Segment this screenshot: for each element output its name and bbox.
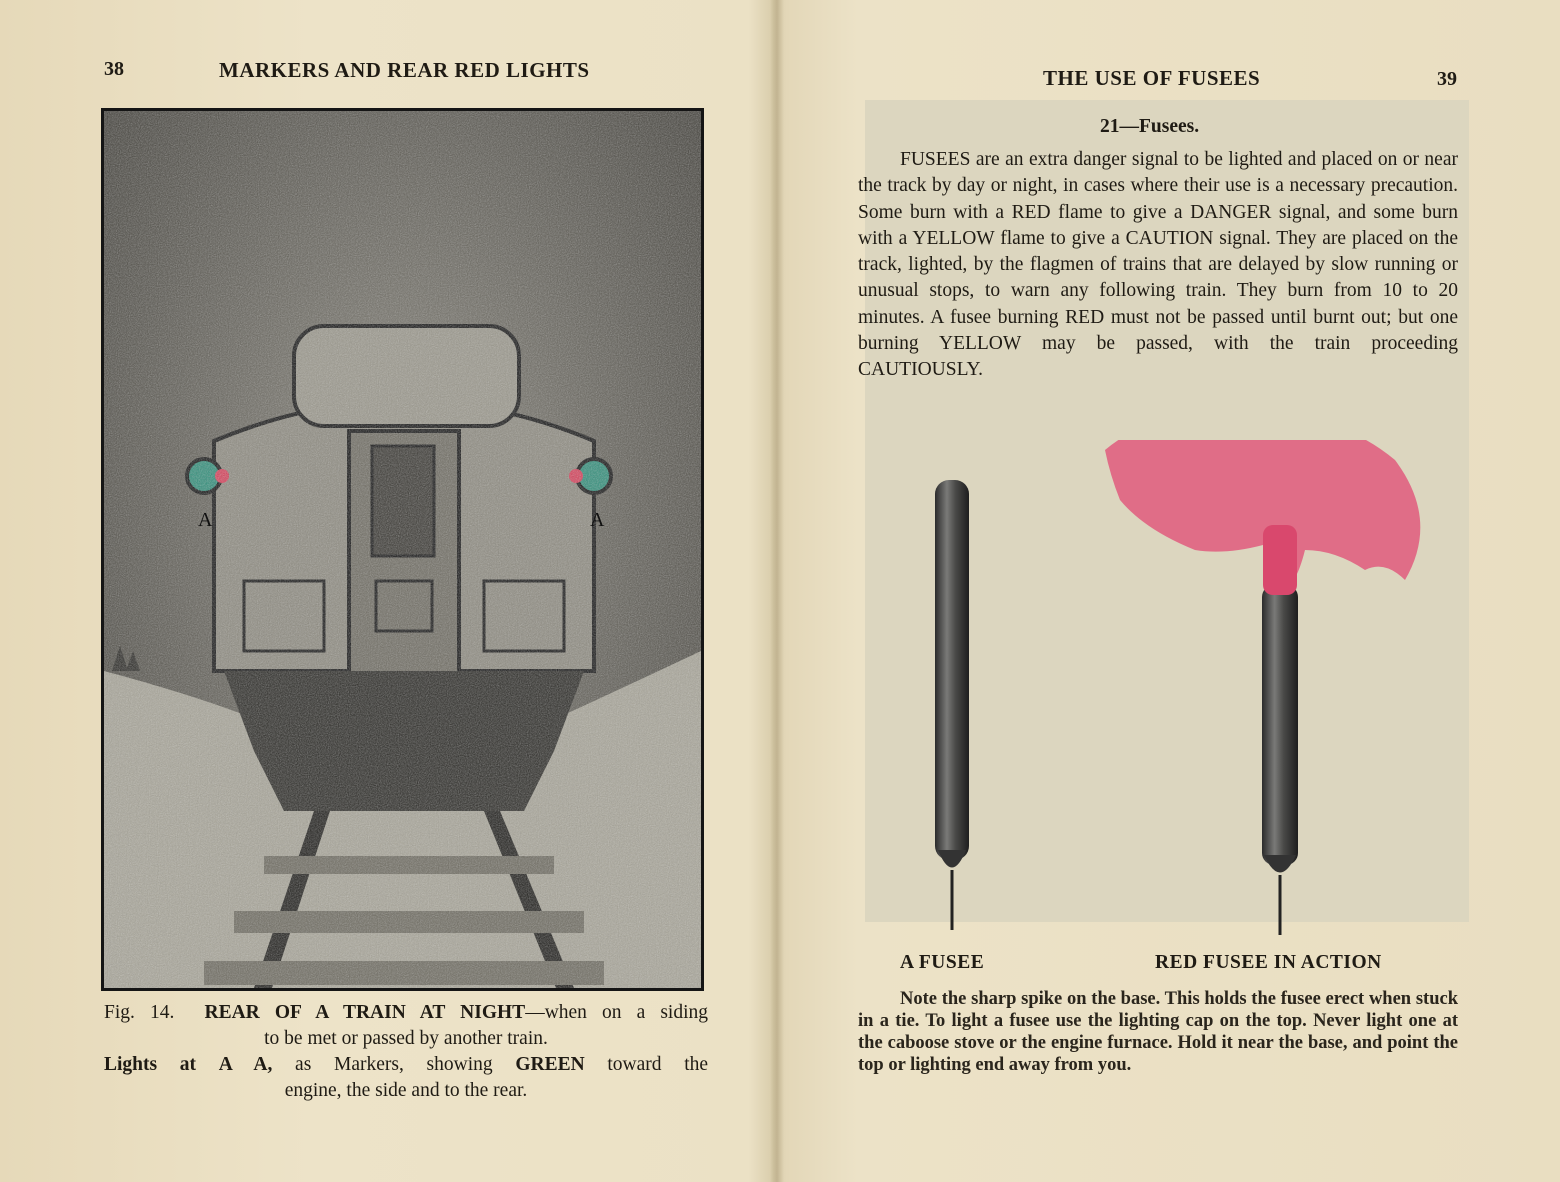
running-head-right: THE USE OF FUSEES [1043,66,1261,90]
caption-line-4: engine, the side and to the rear. [284,1080,528,1101]
page-number-left: 38 [104,58,124,80]
fusee-lit [1105,440,1420,935]
caption-toward: toward the [607,1054,709,1075]
fusees-body-text [858,147,1458,384]
caption-fig-label: Fig. 14. [104,1002,175,1023]
fusee-drawing [865,440,1469,940]
train-illustration [101,108,704,991]
caption-as-markers: as Markers, showing [295,1054,493,1075]
caption-lights-at: Lights at [104,1054,197,1075]
marker-label-a-right: A [590,509,605,531]
marker-label-a-left: A [198,509,213,531]
section-title: 21—Fusees. [1100,116,1200,137]
fusee-illustration [865,440,1469,940]
caption-line-1 [104,1000,708,1026]
caption-title: REAR OF A TRAIN AT NIGHT [204,1002,526,1023]
caption-green: GREEN [515,1054,585,1075]
caption-aa: A A, [218,1054,273,1075]
train-rear-drawing [104,111,701,988]
body-paragraph: FUSEES are an extra danger signal to be lighted and placed on or near the track by day or night, in cases where their use is a necessary precaution. Some burn with a RED flame to give a DANGER signal, and some burn with a YELLOW flame to give a CAUTION signal. They are placed on the track, lighted, by the flagmen of trains that are delayed by slow running or unusual stops, to warn any following train. They burn from 10 to 20 minutes. A fusee burning RED must not be passed until burnt out; but one burning YELLOW may be passed, with the train proceeding CAUTIOUSLY. [858,149,1458,381]
figure-caption [104,1000,708,1104]
page-number-right: 39 [1437,68,1457,90]
label-red-fusee-in-action: RED FUSEE IN ACTION [1155,952,1382,973]
label-a-fusee: A FUSEE [900,952,985,973]
right-page [785,0,1560,1182]
fusee-note [858,988,1458,1076]
caption-title-rest: —when on a siding [525,1002,708,1023]
red-flame [1105,440,1420,590]
caption-line-2: to be met or passed by another train. [264,1028,548,1049]
note-paragraph: Note the sharp spike on the base. This holds the fusee erect when stuck in a tie. To light a fusee use the lighting cap on the top. Never light one at the caboose stove or the engine furnace. Hold it near the base, and point the top or lighting end away from you. [858,989,1458,1075]
running-head-left: MARKERS AND REAR RED LIGHTS [219,58,590,82]
left-page [0,0,775,1182]
fusee-unlit [935,480,969,930]
caption-line-3 [104,1052,708,1078]
